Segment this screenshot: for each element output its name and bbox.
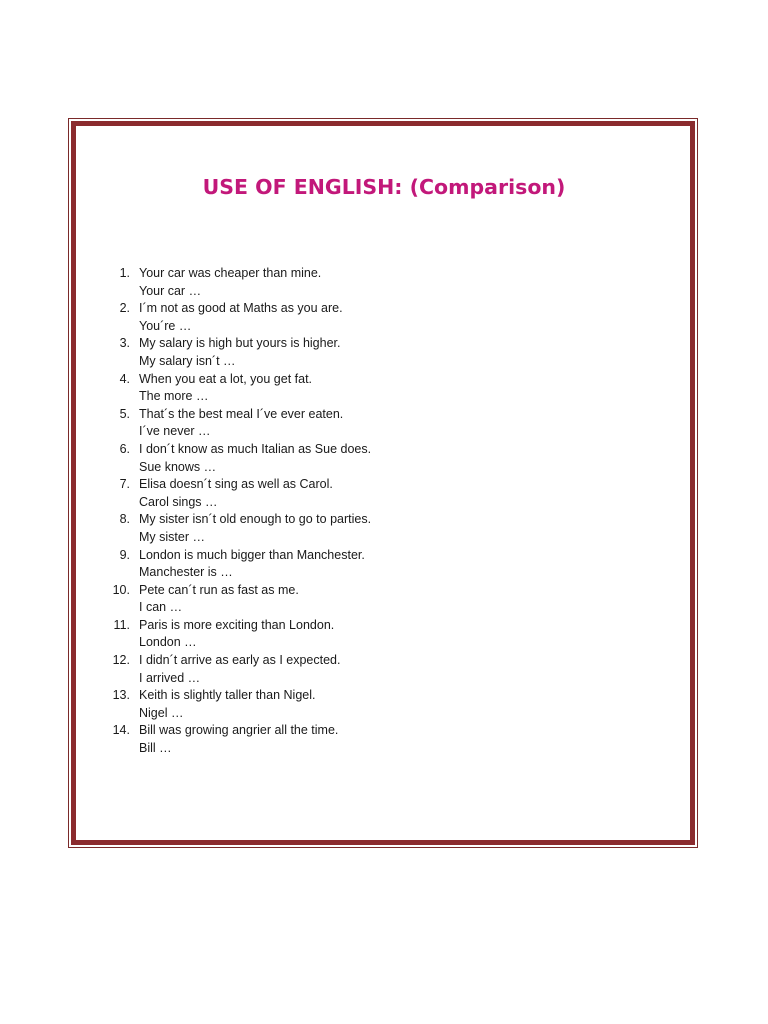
exercise-sentence: My sister isn´t old enough to go to parties. (139, 512, 372, 527)
exercise-number: 10. (112, 582, 130, 597)
exercise-prompt: Your car … (139, 283, 202, 298)
exercise-item (104, 335, 371, 370)
exercise-number: 4. (119, 371, 130, 386)
worksheet-title: USE OF ENGLISH: (Comparison) (202, 175, 566, 199)
exercise-item (104, 547, 371, 582)
exercise-prompt: I´ve never … (139, 424, 211, 439)
exercise-number: 7. (119, 477, 130, 492)
exercise-number: 1. (119, 266, 130, 280)
exercise-number: 8. (119, 512, 130, 527)
exercise-prompt: Bill … (139, 741, 172, 756)
exercise-item (104, 511, 371, 546)
exercise-sentence: I didn´t arrive as early as I expected. (139, 653, 341, 668)
exercise-prompt: Sue knows … (139, 459, 217, 474)
exercise-prompt: The more … (139, 389, 209, 404)
exercise-prompt: London … (139, 635, 197, 650)
exercise-prompt: My sister … (139, 529, 205, 544)
exercise-number: 3. (119, 336, 130, 351)
exercise-number: 14. (112, 723, 130, 738)
exercise-list (104, 265, 371, 758)
exercise-number: 5. (119, 406, 130, 421)
exercise-sentence: London is much bigger than Manchester. (139, 547, 365, 562)
exercise-prompt: I can … (139, 600, 183, 615)
exercise-prompt: I arrived … (139, 670, 201, 685)
exercise-sentence: Keith is slightly taller than Nigel. (139, 688, 316, 703)
exercise-item (104, 441, 371, 476)
exercise-item (104, 300, 371, 335)
exercise-number: 2. (119, 301, 130, 316)
exercise-number: 11. (113, 617, 130, 632)
exercise-item (104, 476, 371, 511)
exercise-number: 12. (112, 653, 130, 668)
exercise-sentence: I don´t know as much Italian as Sue does. (139, 441, 372, 456)
exercise-item (104, 617, 371, 652)
exercise-sentence: My salary is high but yours is higher. (139, 336, 341, 351)
exercise-sentence: Bill was growing angrier all the time. (139, 723, 339, 738)
exercise-sentence: That´s the best meal I´ve ever eaten. (139, 406, 344, 421)
exercise-item (104, 687, 371, 722)
exercise-item (104, 652, 371, 687)
exercise-prompt: Nigel … (139, 705, 184, 720)
exercise-sentence: I´m not as good at Maths as you are. (139, 301, 343, 316)
exercise-number: 9. (119, 547, 130, 562)
exercise-item (104, 722, 371, 757)
exercise-sentence: Elisa doesn´t sing as well as Carol. (139, 477, 333, 492)
exercise-sentence: Your car was cheaper than mine. (139, 266, 322, 280)
exercise-sentence: Paris is more exciting than London. (139, 617, 335, 632)
exercise-sentence: When you eat a lot, you get fat. (139, 371, 313, 386)
exercise-number: 6. (119, 441, 130, 456)
exercise-number: 13. (112, 688, 130, 703)
exercise-prompt: You´re … (139, 318, 192, 333)
exercise-prompt: Carol sings … (139, 494, 218, 509)
exercise-item (104, 371, 371, 406)
exercise-item (104, 406, 371, 441)
exercise-item (104, 265, 371, 300)
exercise-prompt: My salary isn´t … (139, 353, 236, 368)
exercise-prompt: Manchester is … (139, 565, 233, 580)
exercise-item (104, 582, 371, 617)
exercise-sentence: Pete can´t run as fast as me. (139, 582, 299, 597)
